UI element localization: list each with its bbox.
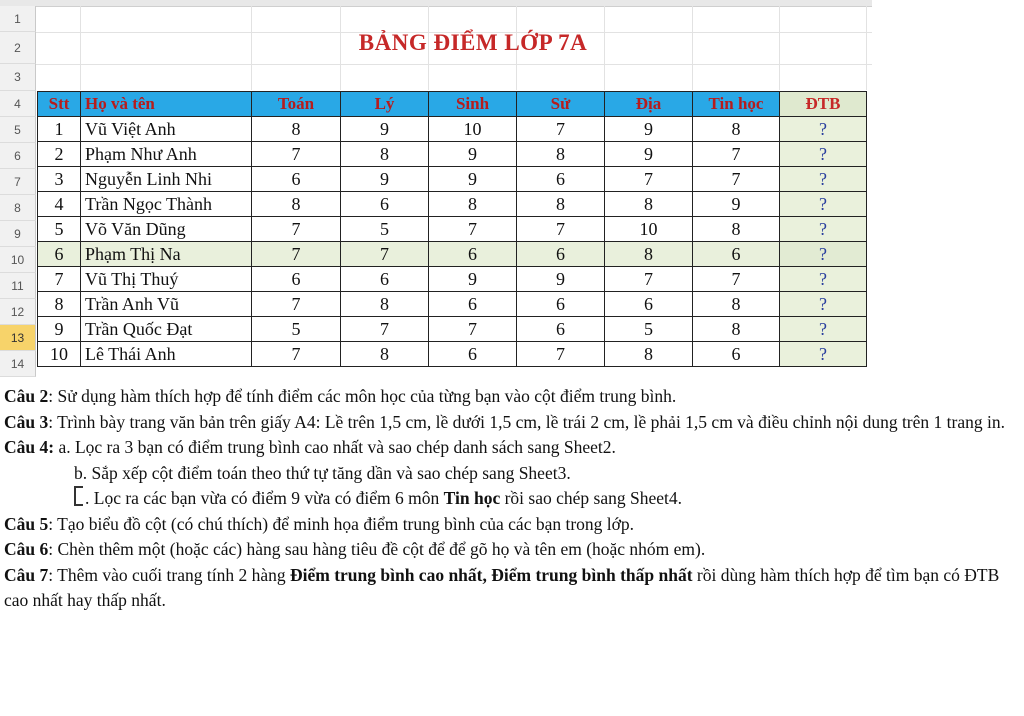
- table-row: [38, 217, 867, 242]
- table-cell[interactable]: 7: [517, 117, 605, 142]
- table-row: [38, 167, 867, 192]
- average-cell[interactable]: ?: [780, 317, 867, 342]
- table-cell[interactable]: 7: [38, 267, 81, 292]
- table-cell[interactable]: 9: [517, 267, 605, 292]
- table-cell[interactable]: 10: [38, 342, 81, 367]
- table-row: [38, 317, 867, 342]
- question-4c: . Lọc ra các bạn vừa có điểm 9 vừa có điểm 6 môn Tin học rồi sao chép sang Sheet4.: [4, 486, 1020, 512]
- student-name-cell[interactable]: Lê Thái Anh: [81, 342, 252, 367]
- row-number[interactable]: 4: [0, 91, 36, 117]
- question-4b: b. Sắp xếp cột điểm toán theo thứ tự tăng dần và sao chép sang Sheet3.: [74, 462, 571, 483]
- header-cell[interactable]: Sử: [517, 92, 605, 117]
- header-row: [38, 92, 867, 117]
- table-cell[interactable]: 9: [693, 192, 780, 217]
- table-cell[interactable]: 6: [693, 342, 780, 367]
- header-cell[interactable]: Sinh: [429, 92, 517, 117]
- table-cell[interactable]: 5: [252, 317, 341, 342]
- table-cell[interactable]: 7: [517, 217, 605, 242]
- table-cell[interactable]: 7: [252, 242, 341, 267]
- table-cell[interactable]: 7: [693, 142, 780, 167]
- table-cell[interactable]: 5: [341, 217, 429, 242]
- table-cell[interactable]: 6: [429, 292, 517, 317]
- table-cell[interactable]: 7: [252, 217, 341, 242]
- table-cell[interactable]: 7: [341, 317, 429, 342]
- table-cell[interactable]: 8: [693, 117, 780, 142]
- table-cell[interactable]: 7: [341, 242, 429, 267]
- gridline: [866, 6, 867, 90]
- average-cell[interactable]: ?: [780, 267, 867, 292]
- question-7: Câu 7: Thêm vào cuối trang tính 2 hàng Điểm trung bình cao nhất, Điểm trung bình thấp nhất rồi dùng hàm thích hợp để tìm bạn có ĐTB cao nhất hay thấp nhất.: [4, 564, 1000, 610]
- table-cell[interactable]: 7: [429, 217, 517, 242]
- table-cell[interactable]: 8: [429, 192, 517, 217]
- spreadsheet: [0, 0, 872, 380]
- table-row: [38, 342, 867, 367]
- row-number[interactable]: 6: [0, 143, 36, 169]
- table-row: [38, 142, 867, 167]
- table-cell[interactable]: 9: [429, 142, 517, 167]
- table-cell[interactable]: 6: [517, 242, 605, 267]
- question-4: Câu 4: a. Lọc ra 3 bạn có điểm trung bình cao nhất và sao chép danh sách sang Sheet2.: [4, 437, 616, 457]
- table-cell[interactable]: 9: [429, 167, 517, 192]
- table-cell[interactable]: 9: [605, 117, 693, 142]
- table-cell[interactable]: 8: [38, 292, 81, 317]
- table-cell[interactable]: 2: [38, 142, 81, 167]
- average-cell[interactable]: ?: [780, 117, 867, 142]
- table-cell[interactable]: 6: [341, 267, 429, 292]
- average-cell[interactable]: ?: [780, 167, 867, 192]
- question-5: Câu 5: Tạo biểu đồ cột (có chú thích) để minh họa điểm trung bình của các bạn trong lớp.: [4, 513, 635, 534]
- row-number[interactable]: 8: [0, 195, 36, 221]
- student-name-cell[interactable]: Trần Ngọc Thành: [81, 192, 252, 217]
- table-cell[interactable]: 6: [517, 292, 605, 317]
- student-name-cell[interactable]: Phạm Như Anh: [81, 142, 252, 167]
- table-row: [38, 192, 867, 217]
- table-cell[interactable]: 7: [429, 317, 517, 342]
- gridline: [36, 64, 872, 65]
- table-cell[interactable]: 9: [605, 142, 693, 167]
- table-row: [38, 267, 867, 292]
- student-name-cell[interactable]: Vũ Thị Thuý: [81, 267, 252, 292]
- table-cell[interactable]: 7: [517, 342, 605, 367]
- table-cell[interactable]: 8: [341, 292, 429, 317]
- table-cell[interactable]: 6: [252, 167, 341, 192]
- table-cell[interactable]: 7: [252, 142, 341, 167]
- table-cell[interactable]: 9: [341, 117, 429, 142]
- table-cell[interactable]: 6: [605, 292, 693, 317]
- header-cell[interactable]: Lý: [341, 92, 429, 117]
- row-number[interactable]: 13: [0, 325, 36, 351]
- question-6: Câu 6: Chèn thêm một (hoặc các) hàng sau hàng tiêu đề cột để để gõ họ và tên em (hoặc nhóm em).: [4, 539, 706, 559]
- question-2: Câu 2: Sử dụng hàm thích hợp để tính điểm các môn học của từng bạn vào cột điểm trung bình.: [4, 386, 677, 406]
- average-cell[interactable]: ?: [780, 217, 867, 242]
- average-cell[interactable]: ?: [780, 292, 867, 317]
- table-cell[interactable]: 8: [693, 317, 780, 342]
- text-cursor-icon: [74, 486, 83, 506]
- header-cell[interactable]: Toán: [252, 92, 341, 117]
- row-number[interactable]: 1: [0, 6, 36, 32]
- student-name-cell[interactable]: Nguyễn Linh Nhi: [81, 167, 252, 192]
- table-cell[interactable]: 6: [517, 167, 605, 192]
- table-cell[interactable]: 7: [693, 267, 780, 292]
- exercise-text: [4, 384, 1020, 614]
- grades-table: [37, 91, 867, 367]
- header-cell[interactable]: Địa: [605, 92, 693, 117]
- table-cell[interactable]: 3: [38, 167, 81, 192]
- table-cell[interactable]: 6: [429, 242, 517, 267]
- row-number[interactable]: 2: [0, 32, 36, 64]
- row-number[interactable]: 11: [0, 273, 36, 299]
- table-cell[interactable]: 8: [517, 192, 605, 217]
- row-number[interactable]: 10: [0, 247, 36, 273]
- average-cell[interactable]: ?: [780, 142, 867, 167]
- average-cell[interactable]: ?: [780, 242, 867, 267]
- student-name-cell[interactable]: Phạm Thị Na: [81, 242, 252, 267]
- column-header-strip: [0, 0, 872, 7]
- header-cell[interactable]: Stt: [38, 92, 81, 117]
- average-cell[interactable]: ?: [780, 342, 867, 367]
- table-cell[interactable]: 10: [605, 217, 693, 242]
- table-cell[interactable]: 6: [341, 192, 429, 217]
- row-number[interactable]: 7: [0, 169, 36, 195]
- student-name-cell[interactable]: Trần Quốc Đạt: [81, 317, 252, 342]
- student-name-cell[interactable]: Trần Anh Vũ: [81, 292, 252, 317]
- table-cell[interactable]: 7: [605, 267, 693, 292]
- header-cell[interactable]: ĐTB: [780, 92, 867, 117]
- table-cell[interactable]: 6: [517, 317, 605, 342]
- table-cell[interactable]: 9: [341, 167, 429, 192]
- table-cell[interactable]: 1: [38, 117, 81, 142]
- table-cell[interactable]: 8: [341, 142, 429, 167]
- table-row: [38, 292, 867, 317]
- student-name-cell[interactable]: Vũ Việt Anh: [81, 117, 252, 142]
- table-cell[interactable]: 7: [252, 342, 341, 367]
- table-cell[interactable]: 9: [38, 317, 81, 342]
- table-cell[interactable]: 6: [693, 242, 780, 267]
- header-cell[interactable]: Họ và tên: [81, 92, 252, 117]
- table-row: [38, 242, 867, 267]
- row-number[interactable]: 3: [0, 64, 36, 91]
- row-number[interactable]: 5: [0, 117, 36, 143]
- table-cell[interactable]: 8: [693, 292, 780, 317]
- table-cell[interactable]: 9: [429, 267, 517, 292]
- table-cell[interactable]: 6: [252, 267, 341, 292]
- average-cell[interactable]: ?: [780, 192, 867, 217]
- table-cell[interactable]: 7: [693, 167, 780, 192]
- table-cell[interactable]: 10: [429, 117, 517, 142]
- table-cell[interactable]: 8: [605, 342, 693, 367]
- table-row: [38, 117, 867, 142]
- table-cell[interactable]: 8: [252, 192, 341, 217]
- table-cell[interactable]: 4: [38, 192, 81, 217]
- table-cell[interactable]: 7: [252, 292, 341, 317]
- table-cell[interactable]: 8: [341, 342, 429, 367]
- row-number[interactable]: 14: [0, 351, 36, 377]
- header-cell[interactable]: Tin học: [693, 92, 780, 117]
- table-cell[interactable]: 8: [605, 242, 693, 267]
- table-cell[interactable]: 5: [605, 317, 693, 342]
- student-name-cell[interactable]: Võ Văn Dũng: [81, 217, 252, 242]
- row-number[interactable]: 9: [0, 221, 36, 247]
- table-cell[interactable]: 7: [605, 167, 693, 192]
- table-cell[interactable]: 6: [429, 342, 517, 367]
- table-cell[interactable]: 8: [252, 117, 341, 142]
- question-3: Câu 3: Trình bày trang văn bản trên giấy A4: Lề trên 1,5 cm, lề dưới 1,5 cm, lề trái 2 cm, lề phải 1,5 cm và điều chỉnh nội dung trên 1 trang in.: [4, 411, 1005, 432]
- sheet-title: BẢNG ĐIỂM LỚP 7A: [358, 30, 588, 55]
- table-cell[interactable]: 8: [517, 142, 605, 167]
- table-cell[interactable]: 5: [38, 217, 81, 242]
- table-cell[interactable]: 8: [605, 192, 693, 217]
- table-cell[interactable]: 6: [38, 242, 81, 267]
- row-number[interactable]: 12: [0, 299, 36, 325]
- table-cell[interactable]: 8: [693, 217, 780, 242]
